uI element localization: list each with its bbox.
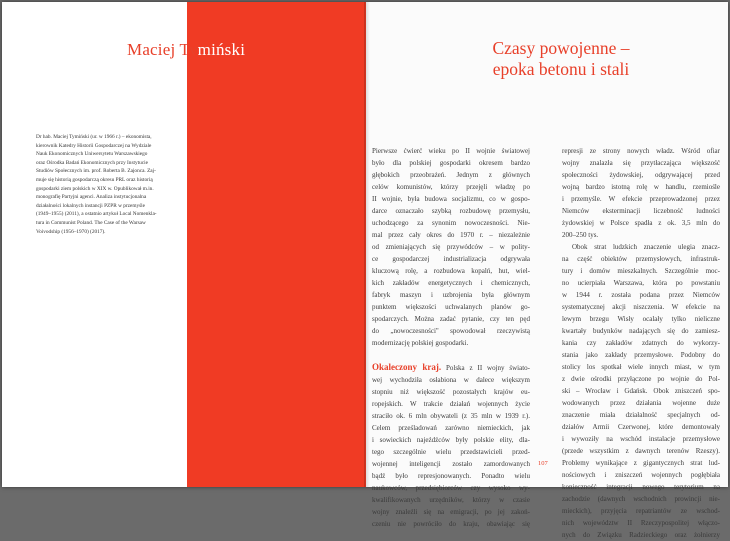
- body-text-line: głębokich przeobrażeń. Jednym z głównych: [372, 171, 530, 179]
- body-text-line: kania czy zakładów zdatnych do wykorzy-: [562, 339, 720, 347]
- body-text-line: ropejskich. W trakcie działań wojennych życie: [372, 400, 530, 408]
- body-text-line: w 1944 r. została podana przez Niemców: [562, 291, 720, 299]
- body-text-line: stania jako zakłady przemysłowe. Podobny do: [562, 351, 720, 359]
- body-text-line: wojną bardzo istotną rolę w handlu, rzemiośle: [562, 183, 720, 191]
- body-text-line: czeniu nie powróciło do kraju, obawiając się: [372, 520, 530, 528]
- bio-line: muje się historią gospodarczą okresu PRL oraz historią: [36, 176, 153, 183]
- section-lead-label: Okaleczony kraj.: [372, 362, 442, 372]
- body-text-line: z dwie ośrodki przyłączone po wojnie do Pol-: [562, 375, 720, 383]
- body-text-line: wodowanych przez działania wojenne duże: [562, 399, 720, 407]
- body-text-line: II wojnie, była budowa socjalizmu, co w gospo-: [372, 195, 530, 203]
- body-text-line: nich województw II Rzeczypospolitej włączo-: [562, 519, 720, 527]
- bio-line: Nauk Ekonomicznych Uniwersytetu Warszawskiego: [36, 151, 148, 158]
- red-color-band: [187, 2, 366, 487]
- body-text-line: działów Armii Czerwonej, które demontowały: [562, 423, 720, 431]
- body-text-line: mal przez cały okres do 1970 r. – niezależnie: [372, 231, 530, 239]
- body-text-line: na część obiektów przemysłowych, infrastruk-: [562, 255, 720, 263]
- right-page: [366, 2, 728, 539]
- chapter-title-line-2: epoka betonu i stali: [492, 59, 630, 79]
- body-text-line: tego szczególnie wielu przedstawicieli przed-: [372, 448, 530, 456]
- body-text-line: kwartały budynków nadających się do zamiesz-: [562, 327, 720, 335]
- chapter-title: [446, 38, 676, 80]
- body-text-line: było dla polskiej gospodarki okresem bardzo: [372, 159, 530, 167]
- body-text-line: od zmieniających się przywódców – w polity-: [372, 243, 530, 251]
- body-text-line: konieczność integracji nowego terytorium na: [562, 483, 720, 491]
- bio-line: monografię Partyjni agenci. Analiza instytucjonalna: [36, 194, 147, 201]
- body-text-line: fabryk maszyn i uzbrojenia była głównym: [372, 291, 530, 299]
- bio-line: gospodarki ziem polskich w XIX w. Opublikował m.in.: [36, 185, 154, 192]
- bio-line: tura in Communist Poland. The Case of the Warsaw: [36, 219, 146, 226]
- body-text-line: i sowieckich najeźdźców były polskie elity, dla-: [372, 436, 530, 444]
- body-text-line: modernizację polskiej gospodarki.: [372, 339, 469, 347]
- book-gutter-shadow: [364, 2, 370, 487]
- body-text-line: represji ze strony nowych władz. Wśród ofiar: [562, 147, 720, 155]
- body-text-line: Niemców eksterminacji liczebność ludności: [562, 207, 720, 215]
- body-text-line: kich zakładów energetycznych i chemicznych,: [372, 279, 530, 287]
- author-name: [127, 40, 245, 60]
- author-name-light-part: miński: [197, 40, 246, 59]
- body-text-line: żydowskiej w Polsce spadła z ok. 3,5 mln do: [562, 219, 720, 227]
- body-text-line: Problemy wynikające z gigantycznych strat lud-: [562, 459, 720, 467]
- bio-line: kierownik Katedry Historii Gospodarczej na Wydziale: [36, 142, 152, 149]
- bio-line: Studiów Społecznych im. prof. Roberta B. Zajonca. Zaj-: [36, 168, 156, 175]
- book-spread: [2, 2, 728, 539]
- body-text-line: ce gospodarczej industrializacja odgrywała: [372, 255, 530, 263]
- body-text-line: kwalifikowanych urzędników, którzy w czasie: [372, 496, 530, 504]
- bio-line: Dr hab. Maciej Tymiński (ur. w 1966 r.) – ekonomista,: [36, 134, 152, 140]
- bio-line: Voivodship (1956–1970) (2017).: [36, 228, 106, 235]
- body-text-line: Pierwsze ćwierć wieku po II wojnie światowej: [372, 147, 530, 155]
- body-text-line: bądź było represjonowanych. Ponadto wielu: [372, 472, 530, 480]
- body-text-line: tury i domów mieszkalnych. Szczególnie moc-: [562, 267, 720, 275]
- author-name-dark-part: Maciej Ty: [127, 40, 198, 59]
- body-text-line: spodarczych. Można zadać pytanie, czy ten pęd: [372, 315, 530, 323]
- body-text-line: kluczową rolę, a rozbudowa kopalń, hut, wiel-: [372, 267, 530, 275]
- body-text-line: lewym brzegu Wisły ocalały tylko nieliczne: [562, 315, 720, 323]
- paragraph-spacer: [372, 349, 530, 361]
- body-text-line: no ucierpiała Warszawa, która po powstaniu: [562, 279, 720, 287]
- body-text-line: wojennej inteligencji zostało zamordowanych: [372, 460, 530, 468]
- text-column-left: [372, 145, 530, 530]
- body-text-line: wej wychodziła osłabiona w dalece większym: [372, 376, 530, 384]
- lead-line-text: Polska z II wojny świato-: [441, 364, 531, 372]
- bio-line: oraz Ośrodka Badań Ekonomicznych przy Instytucie: [36, 159, 148, 166]
- body-text-line: znaczenie miała działalność specjalnych od-: [562, 411, 720, 419]
- body-text-line: nościowych i zniszczeń wojennych pogłębiała: [562, 471, 720, 479]
- body-text-line: 200–250 tys.: [562, 231, 599, 239]
- chapter-title-line-1: Czasy powojenne –: [492, 38, 630, 58]
- body-text-line: Obok strat ludzkich znaczenie ulegia znacz-: [572, 243, 720, 251]
- body-text-line: [372, 361, 530, 374]
- body-text-line: mieckich), przyjęcia repatriantów ze wschod-: [562, 507, 720, 515]
- body-text-line: nych do Związku Radzieckiego oraz żołnierzy: [562, 531, 720, 539]
- body-text-line: i wywoziły na wschód instalacje przemysłowe: [562, 435, 720, 443]
- left-page: [2, 2, 366, 487]
- bio-line: działalności lokalnych instancji PZPR w przemyśle: [36, 202, 146, 209]
- body-text-line: celów komunistów, którzy przejęli władzę po: [372, 183, 530, 191]
- body-text-line: straciło ok. 6 mln obywateli (z 35 mln w 1939 r.).: [372, 412, 530, 420]
- text-column-right: [562, 145, 720, 541]
- body-text-line: zachodzie (dawnych wschodnich prowincji nie-: [562, 495, 720, 503]
- body-text-line: darce oznaczało szybką rozbudowę przemysłu,: [372, 207, 530, 215]
- body-text-line: i przemyśle. W efekcie przeprowadzonej przez: [562, 195, 720, 203]
- bio-line: (1949–1955) (2011), a ostatnio artykuł Local Nomenkla-: [36, 211, 157, 218]
- body-text-line: Celem prześladowań zarówno niemieckich, jak: [372, 424, 530, 432]
- body-text-line: stolicy los spotkał wiele innych miast, w tym: [562, 363, 720, 371]
- body-text-line: do „nowoczesności" spowodował rzeczywistą: [372, 327, 530, 335]
- body-text-line: wojny znaleźli się na emigracji, po jej zakoń-: [372, 508, 530, 516]
- body-text-line: społeczności żydowskiej, odgrywającej przed: [562, 171, 720, 179]
- body-text-line: stopniu niż większość pozostałych krajów eu-: [372, 388, 530, 396]
- body-text-line: systematycznej akcji niszczenia. W efekcie na: [562, 303, 720, 311]
- body-text-line: ski – Wrocław i Gdańsk. Obok zniszczeń spo-: [562, 387, 720, 395]
- author-bio: [36, 133, 182, 236]
- body-text-line: naukowców, przedsiębiorców czy wysoko wy-: [372, 484, 530, 492]
- body-text-line: uchodzącego za synonim nowoczesności. Nie-: [372, 219, 530, 227]
- page-number: 107: [538, 460, 548, 467]
- body-text-line: wojny znalazła się przytłaczająca większość: [562, 159, 720, 167]
- body-text-line: (przede wszystkim z dawnych terenów Rzeszy).: [562, 447, 720, 455]
- body-text-line: punktem większości uchwalanych planów go-: [372, 303, 530, 311]
